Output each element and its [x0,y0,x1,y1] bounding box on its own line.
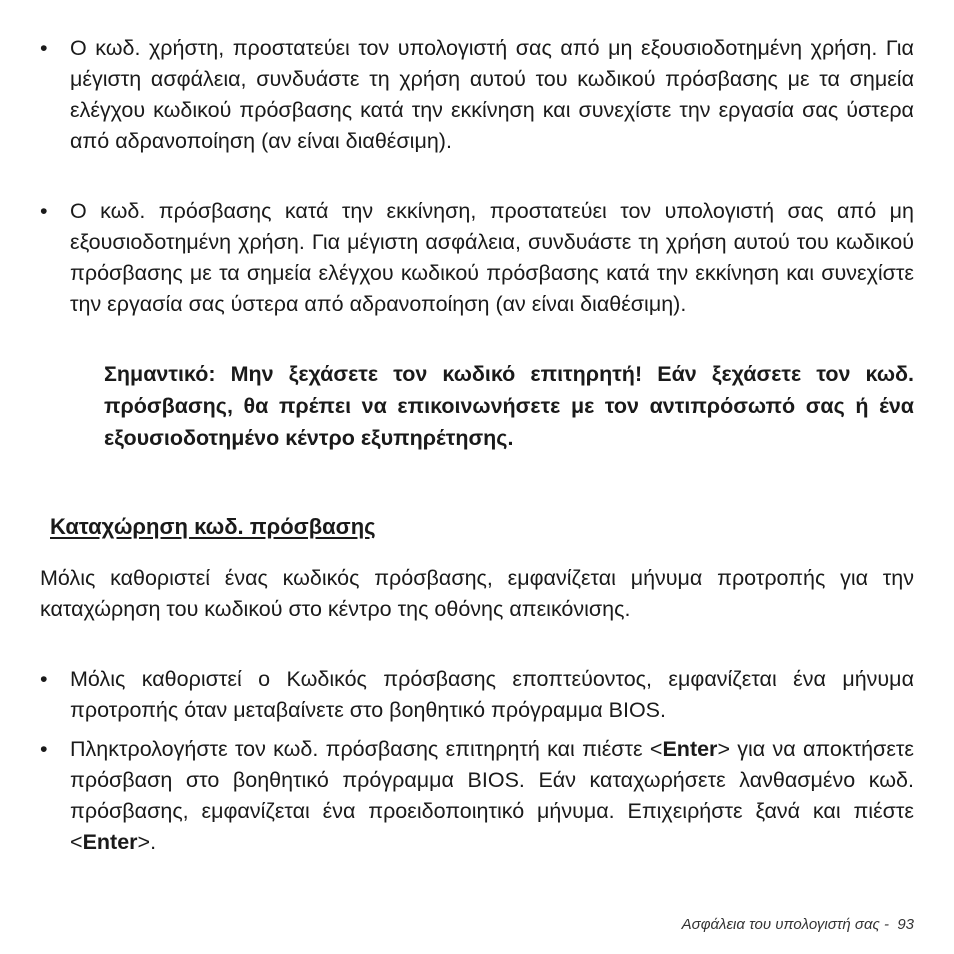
bullet-enter-password [40,734,914,858]
bullet-marker: • [40,667,48,691]
text-segment: > για να αποκτήσετε πρόσβαση στο βοηθητικό πρόγραμμα BIOS. Εάν καταχωρήσετε λανθασμένο κωδ. πρόσβασης, εμφανίζεται ένα προειδοποιητικό μήνυμα. Επιχειρήστε ξανά και πιέστε < [70,737,914,854]
bullet-supervisor-prompt [40,664,914,726]
bullet-marker: • [40,36,48,60]
bullet-text: Μόλις καθοριστεί ο Κωδικός πρόσβασης εποπτεύοντος, εμφανίζεται ένα μήνυμα προτροπής όταν μεταβαίνετε στο βοηθητικό πρόγραμμα BIOS. [70,667,914,722]
bullet-text: Ο κωδ. πρόσβασης κατά την εκκίνηση, προστατεύει τον υπολογιστή σας από μη εξουσιοδοτημένη χρήση. Για μέγιστη ασφάλεια, συνδυάστε τη χρήση αυτού του κωδικού πρόσβασης με τα σημεία ελέγχου κωδικού πρόσβασης κατά την εκκίνηση και συνεχίστε την εργασία σας ύστερα από αδρανοποίηση (αν είναι διαθέσιμη). [70,199,914,316]
bullet-marker: • [40,737,48,761]
bullet-marker: • [40,199,48,223]
text-segment: Πληκτρολογήστε τον κωδ. πρόσβασης επιτηρητή και πιέστε < [70,737,663,761]
page-number: 93 [897,916,914,933]
enter-key-label: Enter [82,830,138,854]
footer-section-title: Ασφάλεια του υπολογιστή σας - [681,916,889,933]
section-heading: Καταχώρηση κωδ. πρόσβασης [50,514,376,539]
bullet-boot-password [40,196,914,320]
bullet-text: Ο κωδ. χρήστη, προστατεύει τον υπολογιστή σας από μη εξουσιοδοτημένη χρήση. Για μέγιστη ασφάλεια, συνδυάστε τη χρήση αυτού του κωδικού πρόσβασης με τα σημεία ελέγχου κωδικού πρόσβασης κατά την εκκίνηση και συνεχίστε την εργασία σας ύστερα από αδρανοποίηση (αν είναι διαθέσιμη). [70,36,914,153]
bullet-user-password [40,33,914,157]
bullet-text [70,734,914,858]
enter-key-label: Enter [662,737,718,761]
important-note: Σημαντικό: Μην ξεχάσετε τον κωδικό επιτηρητή! Εάν ξεχάσετε τον κωδ. πρόσβασης, θα πρέπει να επικοινωνήσετε με τον αντιπρόσωπό σας ή ένα εξουσιοδοτημένο κέντρο εξυπηρέτησης. [104,362,914,450]
intro-paragraph: Μόλις καθοριστεί ένας κωδικός πρόσβασης, εμφανίζεται μήνυμα προτροπής για την καταχώρηση του κωδικού στο κέντρο της οθόνης απεικόνισης. [40,566,914,621]
text-segment: >. [137,830,157,854]
page-footer [682,916,914,933]
